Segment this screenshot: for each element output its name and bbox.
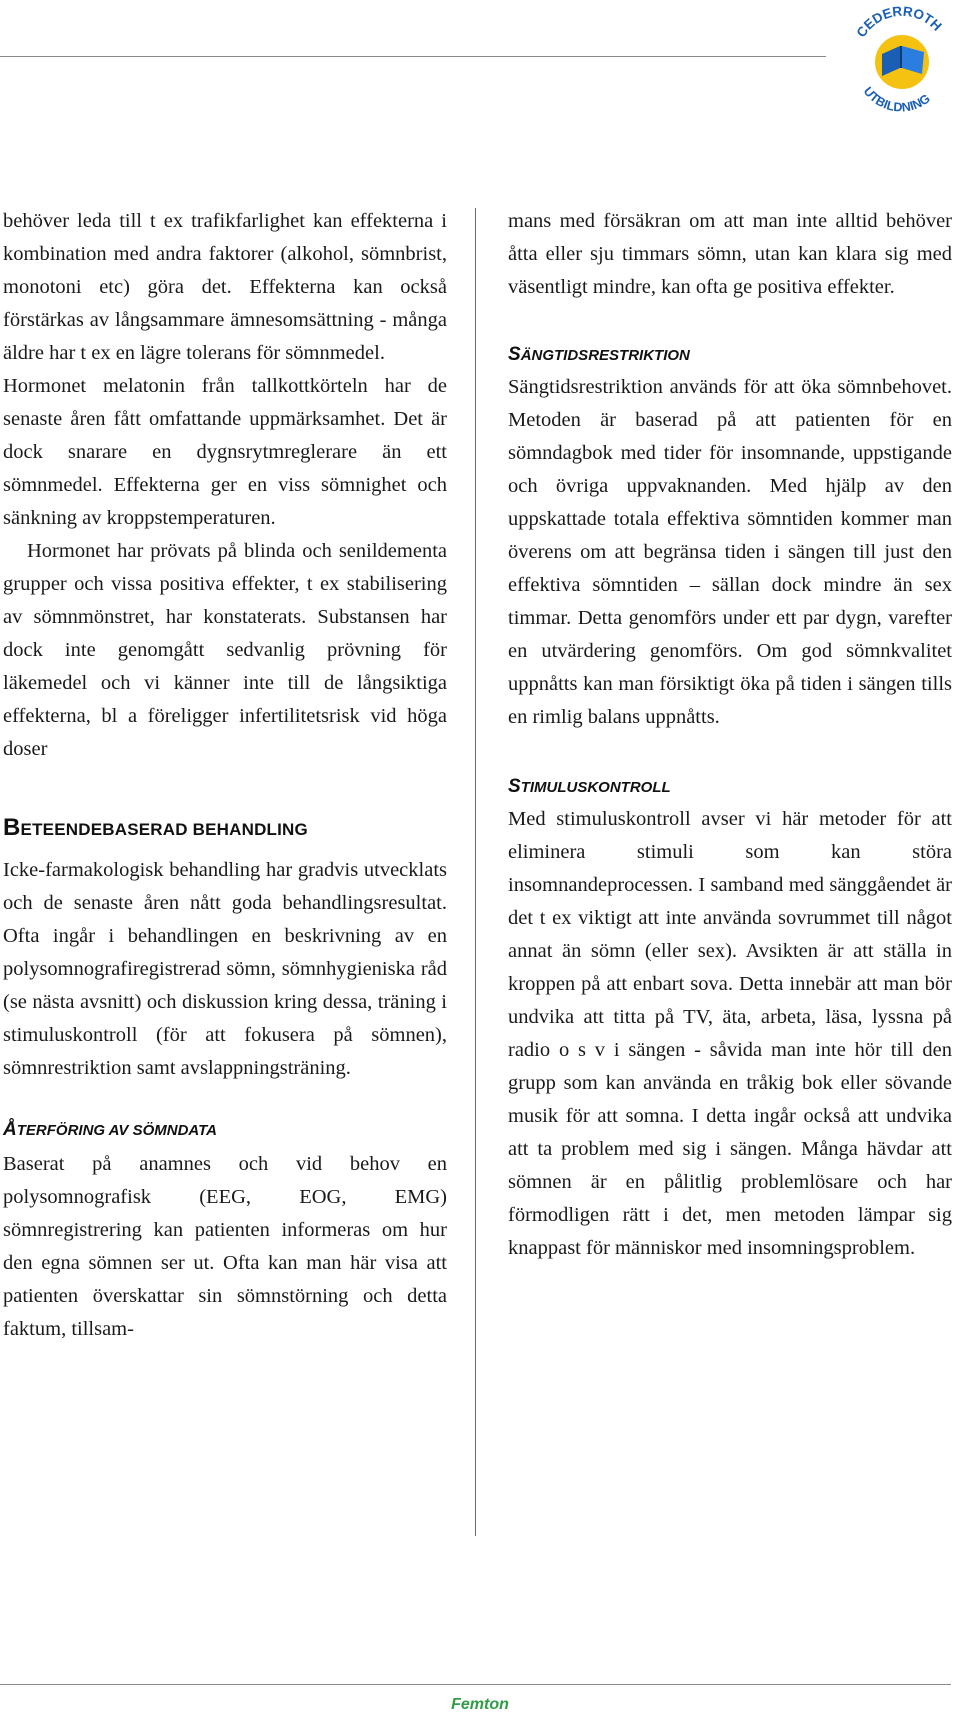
heading-stimuluskontroll: STIMULUSKONTROLL [508,776,671,797]
right-column [508,205,952,1265]
left-column [3,205,447,1346]
left-paragraph-2: Hormonet melatonin från tallkottkörteln har de senaste åren fått omfattande uppmärksamhet. Det är dock snarare en dygnsrytmreglerare än ett sömnmedel. Effekterna ger en viss sömnighet och sänkning av kroppstemperaturen. [3,375,447,529]
right-paragraph-3: Med stimuluskontroll avser vi här metoder för att eliminera stimuli som kan störa insomnandeprocessen. I samband med sänggåendet är det t ex viktigt att inte använda sovrummet till något annat än sömn (eller sex). Avsikten är att ställa in kroppen på att enbart sova. Detta innebär att man bör undvika att titta på TV, äta, arbeta, läsa, lyssna på radio o s v i sängen - såvida man inte hör till den grupp som kan använda en tråkig bok eller sövande musik för att somna. I detta ingår också att undvika att ta problem med sig i sängen. Många hävdar att sömnen är en pålitlig problemlösare och har förmodligen rätt i det, men metoden lämpar sig knappast för människor med insomningsproblem. [508,808,952,1259]
heading-sangtidsrestriktion: SÄNGTIDSRESTRIKTION [508,344,690,365]
heading-aterforing-av-somndata: ÅTERFÖRING AV SÖMNDATA [3,1119,218,1140]
left-paragraph-4: Icke-farmakologisk behandling har gradvis utvecklats och de senaste åren nått goda behandlingsresultat. Ofta ingår i behandlingen en beskrivning av en polysomnografiregistrerad sömn, sömnhygieniska råd (se nästa avsnitt) och diskussion kring dessa, träning i stimuluskontroll (för att fokusera på sömnen), sömnrestriktion samt avslappningsträning. [3,859,447,1079]
left-paragraph-5: Baserat på anamnes och vid behov en polysomnografisk (EEG, EOG, EMG) sömnregistrering kan patienten informeras om hur den egna sömnen ser ut. Ofta kan man här visa att patienten överskattar sin sömnstörning och detta faktum, tillsam- [3,1153,447,1340]
right-paragraph-2: Sängtidsrestriktion används för att öka sömnbehovet. Metoden är baserad på att patienten för en sömndagbok med tider för insomnande, uppstigande och övriga uppvaknanden. Med hjälp av den uppskattade totala effektiva sömntiden kommer man överens om att begränsa tiden i sängen till just den effektiva sömntiden – sällan dock mindre än sex timmar. Detta genomförs under ett par dygn, varefter en utvärdering genomförs. Om god sömnkvalitet uppnåtts kan man försiktigt öka på tiden i sängen tills en rimlig balans uppnåtts. [508,376,952,728]
heading-beteendebaserad-behandling: BETEENDEBASERAD BEHANDLING [3,814,308,841]
column-divider [475,208,476,1536]
logo-text-top: CEDERROTH [853,3,945,41]
left-paragraph-1: behöver leda till t ex trafikfarlighet kan effekterna i kombination med andra faktorer (alkohol, sömnbrist, monotoni etc) göra det. Effekterna kan också förstärkas av långsammare ämnesomsättning - många äldre har t ex en lägre tolerans för sömnmedel. [3,210,447,364]
logo-text-bottom: UTBILDNING [860,84,933,115]
page-footer: Femton [451,1696,509,1713]
cederroth-logo [842,2,960,120]
left-paragraph-3: Hormonet har prövats på blinda och senildementa grupper och vissa positiva effekter, t ex stabilisering av sömnmönstret, har konstaterats. Substansen har dock inte genomgått sedvanlig prövning för läkemedel och vi känner inte till de långsiktiga effekterna, bl a föreligger infertilitetsrisk vid höga doser [3,540,447,760]
bottom-rule [0,1684,951,1685]
right-paragraph-1: mans med försäkran om att man inte alltid behöver åtta eller sju timmars sömn, utan kan klara sig med väsentligt mindre, kan ofta ge positiva effekter. [508,210,952,298]
top-rule [0,56,826,57]
